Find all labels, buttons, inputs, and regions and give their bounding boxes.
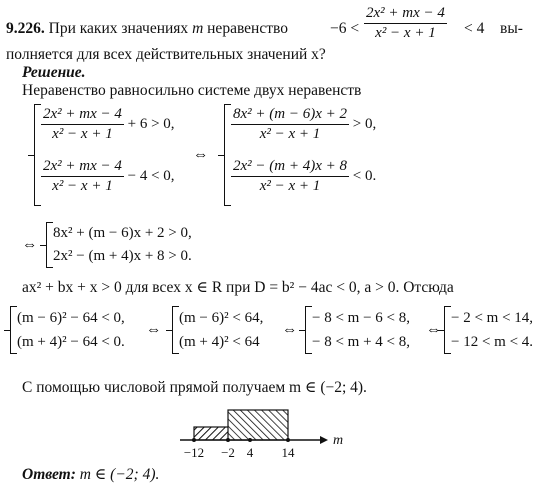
tick-label: −2 xyxy=(221,445,235,460)
answer-line xyxy=(22,466,159,484)
interval-b xyxy=(228,410,288,440)
problem-line-1 xyxy=(6,20,288,38)
answer-label: Ответ: xyxy=(22,466,76,483)
iff-3: ⇔ xyxy=(146,321,162,338)
problem-line-2: полняется для всех действительных значений x? xyxy=(6,46,326,63)
sys1-r1-den: x² − x + 1 xyxy=(52,126,113,142)
problem-rhs: < 4 xyxy=(464,20,485,37)
iff-5: ⇔ xyxy=(426,321,442,338)
sys1-r2-tail: − 4 < 0, xyxy=(127,167,175,184)
sys6-r2: − 8 < m + 4 < 8, xyxy=(312,334,411,350)
system-4 xyxy=(10,306,125,354)
answer-value: m ∈ (−2; 4). xyxy=(79,466,160,483)
problem-var-m: m xyxy=(192,20,204,37)
number-line-figure xyxy=(170,404,370,462)
sys2-r2-tail: < 0. xyxy=(352,167,377,184)
sys7-r1: − 2 < m < 14, xyxy=(451,310,533,326)
criterion-line: ax² + bx + x > 0 для всех x ∈ R при D = b² − 4ac < 0, a > 0. Отсюда xyxy=(22,279,454,296)
solution-intro: Неравенство равносильно системе двух неравенств xyxy=(22,82,362,99)
sys7-r2: − 12 < m < 4. xyxy=(451,334,533,350)
iff-4: ⇔ xyxy=(282,321,298,338)
tick-label: −12 xyxy=(183,445,205,460)
tick-point xyxy=(226,438,230,442)
sys5-r1: (m − 6)² < 64, xyxy=(179,310,264,326)
tick-label: 14 xyxy=(281,445,295,460)
axis-label: m xyxy=(333,433,344,448)
problem-frac-num: 2x² + mx − 4 xyxy=(364,5,447,24)
system-3 xyxy=(46,222,192,268)
sys2-r2-den: x² − x + 1 xyxy=(259,178,321,194)
iff-2: ⇔ xyxy=(22,236,38,253)
problem-frac-den: x² − x + 1 xyxy=(375,25,436,41)
sys4-r1: (m − 6)² − 64 < 0, xyxy=(17,310,125,326)
sys3-r2: 2x² − (m + 4)x + 8 > 0. xyxy=(53,248,192,264)
system-7 xyxy=(444,306,533,354)
system-6 xyxy=(305,306,411,354)
sys1-r1-num: 2x² + mx − 4 xyxy=(41,106,124,125)
sys2-r2-num: 2x² − (m + 4)x + 8 xyxy=(231,158,349,177)
sys2-r1-tail: > 0, xyxy=(352,115,377,132)
system-2 xyxy=(224,104,377,206)
sys3-r1: 8x² + (m − 6)x + 2 > 0, xyxy=(53,225,192,241)
problem-lhs: −6 < xyxy=(330,20,360,37)
axis-arrow-icon xyxy=(320,436,328,444)
tick-point xyxy=(192,438,196,442)
tick-point xyxy=(248,438,252,442)
sys2-r1-num: 8x² + (m − 6)x + 2 xyxy=(231,106,349,125)
problem-text-end: вы- xyxy=(500,20,523,37)
sys6-r1: − 8 < m − 6 < 8, xyxy=(312,310,411,326)
problem-number: 9.226. xyxy=(6,20,45,37)
numline-sentence: С помощью числовой прямой получаем m ∈ (−2; 4). xyxy=(22,379,367,396)
sys1-r1-tail: + 6 > 0, xyxy=(127,115,175,132)
system-1 xyxy=(34,104,175,206)
tick-point xyxy=(286,438,290,442)
problem-text-before: При каких значениях xyxy=(48,20,189,37)
sys1-r2-num: 2x² + mx − 4 xyxy=(41,158,124,177)
problem-fraction xyxy=(364,5,447,42)
system-5 xyxy=(172,306,264,354)
tick-label: 4 xyxy=(246,445,254,460)
sys1-r2-den: x² − x + 1 xyxy=(52,178,113,194)
sys2-r1-den: x² − x + 1 xyxy=(259,126,321,142)
problem-text-mid: неравенство xyxy=(207,20,288,37)
sys4-r2: (m + 4)² − 64 < 0. xyxy=(17,334,125,350)
solution-label: Решение. xyxy=(22,64,86,81)
iff-1: ⇔ xyxy=(193,146,209,163)
sys5-r2: (m + 4)² < 64 xyxy=(179,334,260,350)
